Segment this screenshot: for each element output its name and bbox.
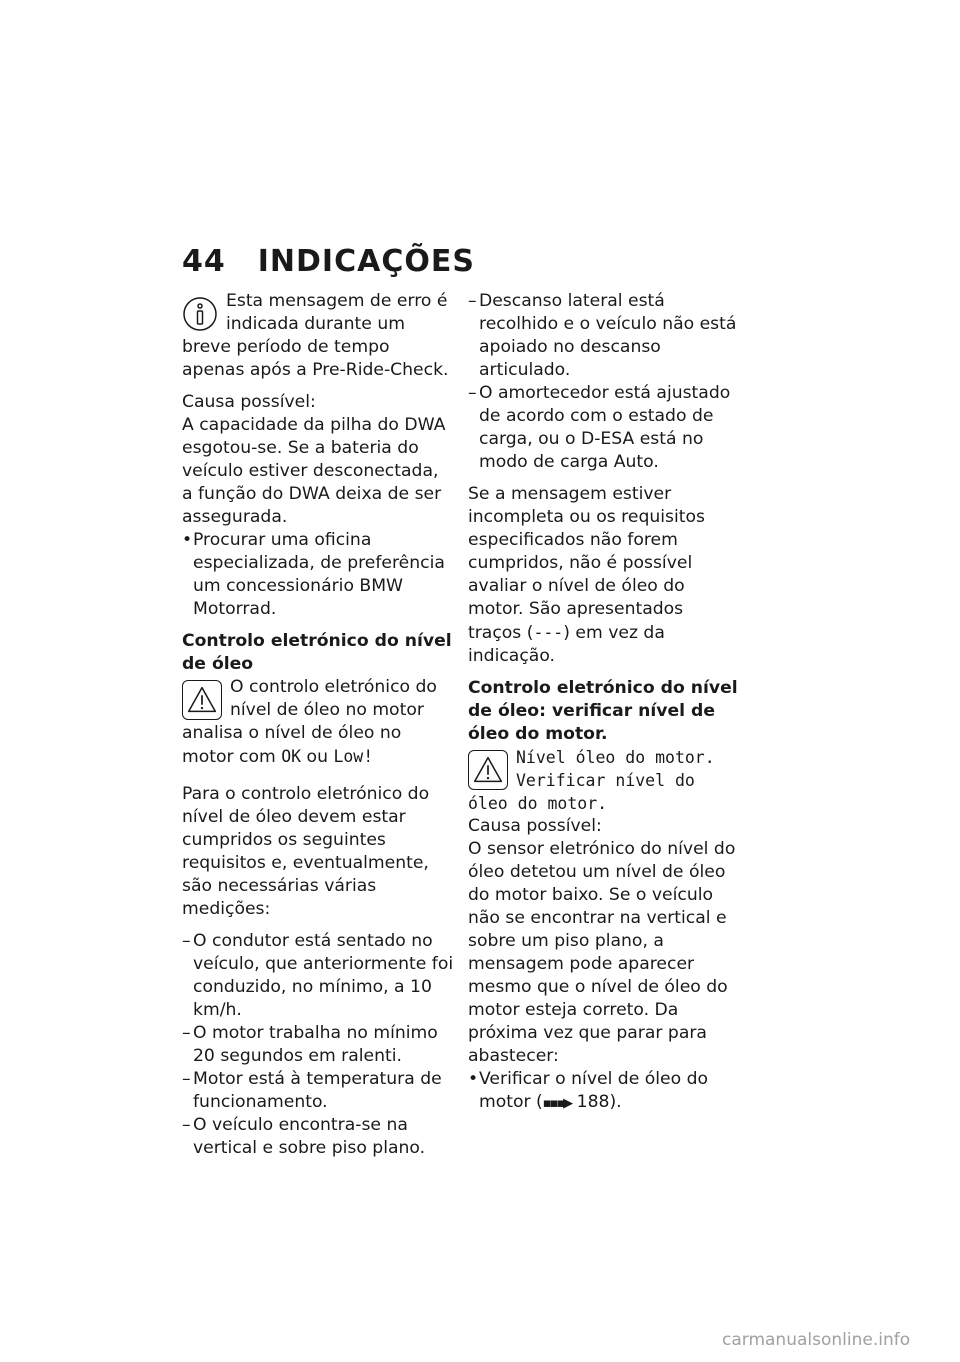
requirements-list-continued	[468, 290, 740, 474]
requirements-intro: Para o controlo eletrónico do nível de óleo devem estar cumpridos os seguintes requisitos e, eventualmente, são necessárias várias medições:	[182, 784, 430, 919]
cause-text: A capacidade da pilha do DWA esgotou-se. Se a bateria do veículo estiver desconectada, a função do DWA deixa de ser assegurada.	[182, 415, 446, 527]
info-text: Esta mensagem de erro é indicada durante um breve período de tempo apenas após a Pre-Ride-Check.	[182, 291, 449, 380]
display-message: Nível óleo do motor. Verificar nível do óleo do motor.	[468, 748, 715, 813]
watermark: carmanualsonline.info	[722, 1330, 911, 1350]
page-number: 44	[182, 244, 226, 279]
list-item: • Procurar uma oficina especializada, de preferência um concessionário BMW Motorrad.	[182, 529, 454, 621]
warning-note	[182, 676, 454, 769]
cause-text: O sensor eletrónico do nível do óleo detetou um nível de óleo do motor baixo. Se o veículo não se encontrar na vertical e sobre um piso plano, a mensagem pode aparecer mesmo que o nível de óleo do motor esteja correto. Da próxima vez que parar para abastecer:	[468, 839, 736, 1066]
list-item: – Motor está à temperatura de funcionamento.	[182, 1068, 454, 1114]
list-item: – O amortecedor está ajustado de acordo com o estado de carga, ou o D-ESA está no modo de carga Auto.	[468, 382, 740, 474]
status-low: Low!	[333, 747, 374, 766]
status-ok: OK	[281, 747, 302, 766]
requirements-list	[182, 930, 454, 1160]
section-heading: Controlo eletrónico do nível de óleo	[182, 631, 452, 674]
action-list	[182, 529, 454, 621]
cause-label: Causa possível:	[468, 816, 602, 836]
list-item: – Descanso lateral está recolhido e o veículo não está apoiado no descanso articulado.	[468, 290, 740, 382]
page-reference-arrow-icon: ▪▪▪▶	[542, 1096, 572, 1111]
incomplete-message-text: Se a mensagem estiver incompleta ou os requisitos especificados não forem cumpridos, não é possível avaliar o nível de óleo do motor. São apresentados traços (---) em vez da indicação.	[468, 484, 705, 666]
list-item: – O veículo encontra-se na vertical e sobre piso plano.	[182, 1114, 454, 1160]
left-column	[182, 290, 454, 1169]
section-heading: Controlo eletrónico do nível de óleo: verificar nível de óleo do motor.	[468, 678, 738, 744]
info-note	[182, 290, 454, 382]
cause-label: Causa possível:	[182, 392, 316, 412]
dashes-display: ---	[533, 623, 564, 642]
list-item: • Verificar o nível de óleo do motor (▪▪▪▶ 188).	[468, 1068, 740, 1115]
list-item: – O motor trabalha no mínimo 20 segundos em ralenti.	[182, 1022, 454, 1068]
warning-text: O controlo eletrónico do nível de óleo no motor analisa o nível de óleo no motor com OK ou Low!	[182, 677, 437, 767]
page-header	[182, 244, 475, 279]
list-item: – O condutor está sentado no veículo, que anteriormente foi conduzido, no mínimo, a 10 km/h.	[182, 930, 454, 1022]
page-title: INDICAÇÕES	[257, 244, 475, 279]
right-column	[468, 290, 740, 1124]
warning-triangle-icon	[182, 680, 222, 720]
info-icon	[182, 296, 218, 332]
action-list	[468, 1068, 740, 1115]
warning-triangle-icon	[468, 750, 508, 790]
warning-note	[468, 746, 740, 815]
